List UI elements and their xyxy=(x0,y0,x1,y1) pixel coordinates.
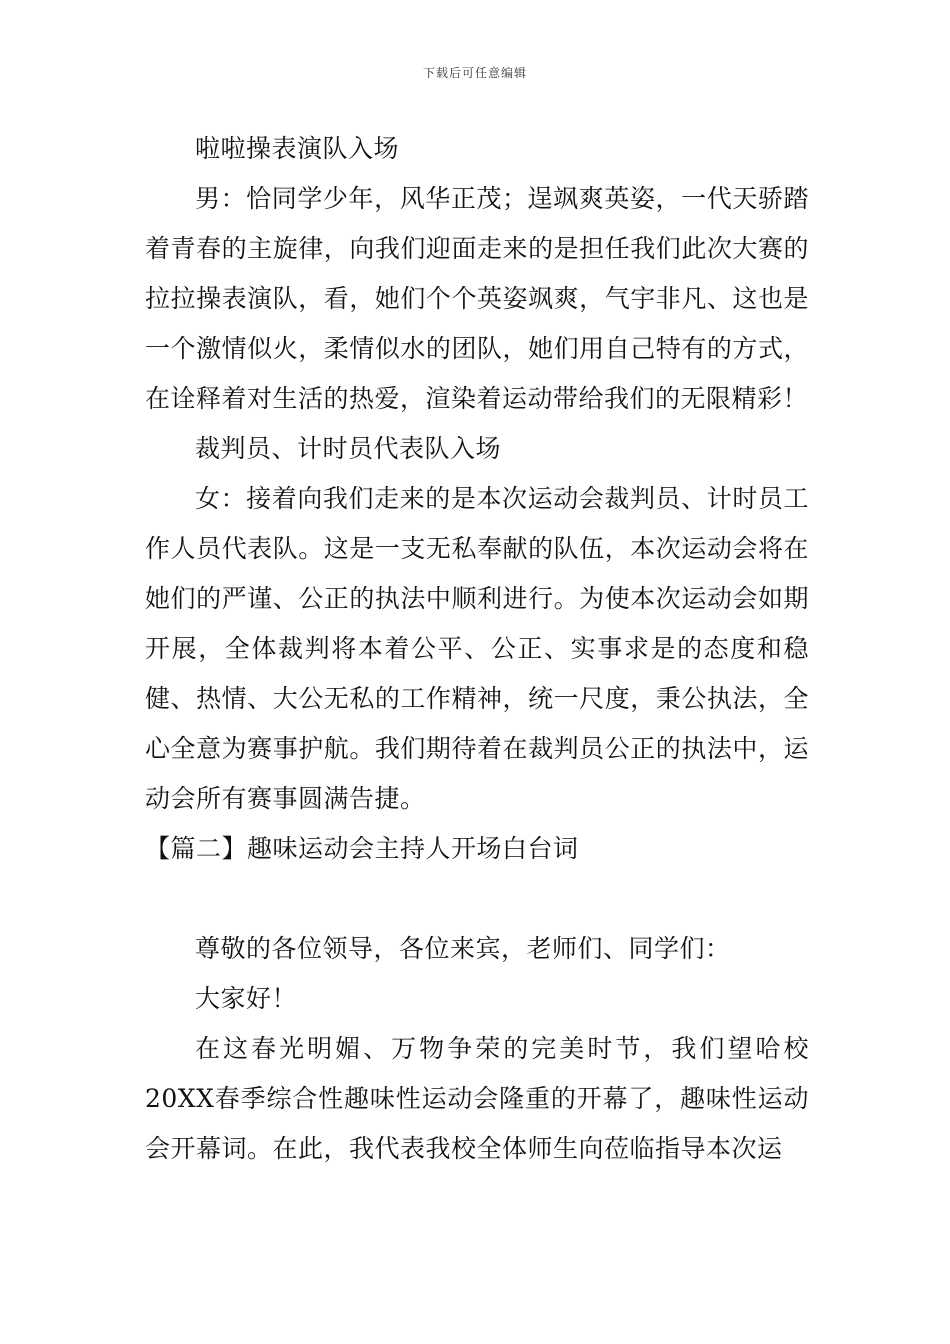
document-body xyxy=(145,124,809,1174)
page-header: 下载后可任意编辑 xyxy=(422,66,527,80)
chapter-title: 【篇二】趣味运动会主持人开场白台词 xyxy=(145,834,579,863)
paragraph-opening: 在这春光明媚、万物争荣的完美时节，我们望哈校20XX春季综合性趣味性运动会隆重的开幕了，趣味性运动会开幕词。在此，我代表我校全体师生向莅临指导本次运 xyxy=(145,1034,809,1163)
section-heading-cheer-team: 啦啦操表演队入场 xyxy=(195,134,400,163)
section-heading-referees: 裁判员、计时员代表队入场 xyxy=(195,434,502,463)
greeting-line: 尊敬的各位领导，各位来宾，老师们、同学们： xyxy=(195,934,731,963)
paragraph-female-host: 女：接着向我们走来的是本次运动会裁判员、计时员工作人员代表队。这是一支无私奉献的队伍，本次运动会将在她们的严谨、公正的执法中顺利进行。为使本次运动会如期开展，全体裁判将本着公平、公正、实事求是的态度和稳健、热情、大公无私的工作精神，统一尺度，秉公执法，全心全意为赛事护航。我们期待着在裁判员公正的执法中，运动会所有赛事圆满告捷。 xyxy=(145,484,809,813)
blank-line xyxy=(145,874,809,924)
hello-line: 大家好！ xyxy=(195,984,298,1013)
paragraph-male-host: 男：恰同学少年，风华正茂；逞飒爽英姿，一代天骄踏着青春的主旋律，向我们迎面走来的是担任我们此次大赛的拉拉操表演队，看，她们个个英姿飒爽，气宇非凡、这也是一个激情似火，柔情似水的团队，她们用自己特有的方式，在诠释着对生活的热爱，渲染着运动带给我们的无限精彩！ xyxy=(145,184,809,413)
